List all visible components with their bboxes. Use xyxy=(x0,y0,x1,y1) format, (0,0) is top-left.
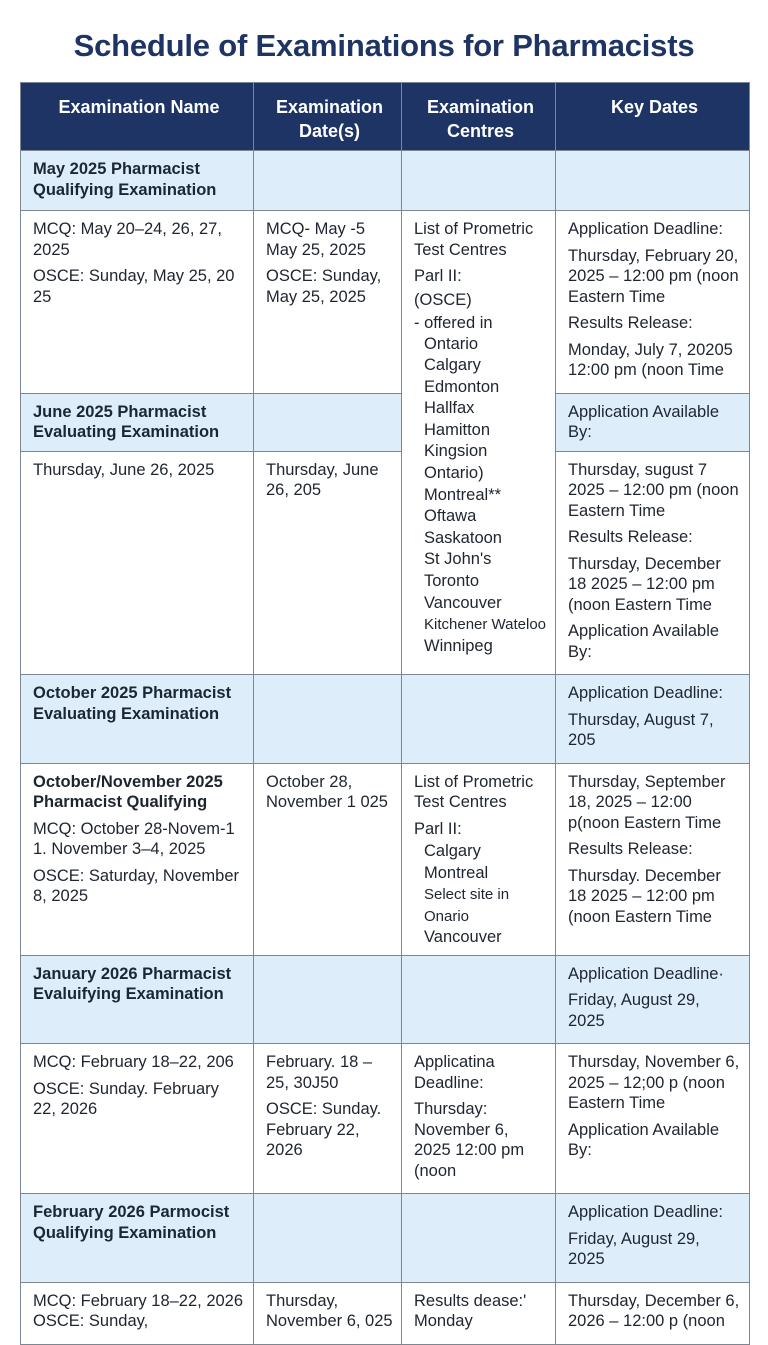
exam-name-cell xyxy=(21,763,254,955)
centre-list xyxy=(414,334,547,658)
key-dates-cell xyxy=(556,1044,750,1194)
table-row xyxy=(21,763,750,955)
centres-cell xyxy=(402,763,556,955)
key-dates-cell xyxy=(556,451,750,675)
key-dates-cell: Thursday, December 6, 2026 – 12:00 p (noon xyxy=(556,1282,750,1344)
key-label: Application Available By: xyxy=(568,622,720,661)
key-label: Application Deadline: xyxy=(568,684,724,702)
exam-name-cell xyxy=(21,211,254,394)
dates-cell: October 28, November 1 025 xyxy=(254,763,402,955)
list-item: Calgary xyxy=(424,842,481,860)
centres-cell xyxy=(402,955,556,1044)
key-value: Thursday, sugust 7 2025 – 12:00 pm (noon Eastern Time xyxy=(568,460,739,520)
osce-text: OSCE: Sunday. February 22, 2026 xyxy=(33,1079,219,1119)
exam-name-cell: May 2025 Pharmacist Qualifying Examination xyxy=(21,151,254,211)
list-item: Hallfax xyxy=(424,399,475,418)
centres-cell xyxy=(402,151,556,211)
table-row xyxy=(21,1044,750,1194)
key-value: Thursday: November 6, 2025 12:00 pm (noon xyxy=(414,1100,525,1180)
list-item: Vancouver xyxy=(424,928,502,947)
table-row xyxy=(21,151,750,211)
table-row xyxy=(21,675,750,764)
table-row xyxy=(21,211,750,394)
centres-cell xyxy=(402,1282,556,1344)
col-header-examination-centres: Examination Centres xyxy=(402,83,556,151)
key-label: Results Release: xyxy=(568,840,693,858)
key-value: Friday, August 29, 2025 xyxy=(568,991,700,1030)
key-value: Thursday, November 6, 2025 – 12;00 p (noon Eastern Time xyxy=(568,1053,740,1113)
offered-in-label: - offered in xyxy=(414,314,493,332)
col-header-examination-name: Examination Name xyxy=(21,83,254,151)
exam-name-cell xyxy=(21,1044,254,1194)
exam-subtitle: October/November 2025 Pharmacist Qualifying xyxy=(33,772,223,811)
mcq-text: MCQ: October 28-Novem-1 1. November 3–4, 2025 xyxy=(33,819,235,858)
dates-cell xyxy=(254,211,402,394)
list-item: Montreal xyxy=(424,863,489,882)
key-dates-cell xyxy=(556,955,750,1044)
centres-cell xyxy=(402,211,556,675)
key-label: Application Available By: xyxy=(568,1120,720,1160)
centres-cell xyxy=(402,675,556,764)
mcq-text: MCQ: May 20–24, 26, 27, 2025 xyxy=(33,220,222,259)
list-item: Calgary xyxy=(424,356,481,375)
key-value: Monday xyxy=(414,1312,473,1331)
col-header-key-dates: Key Dates xyxy=(556,83,750,151)
dates-cell: Thursday, June 26, 205 xyxy=(254,451,402,675)
list-item: Toronto xyxy=(424,572,480,591)
exam-name-cell: February 2026 Parmocist Qualifying Examination xyxy=(21,1194,254,1283)
exam-name-cell: January 2026 Pharmacist Evaluifying Examination xyxy=(21,955,254,1044)
key-label: Applicatina Deadline: xyxy=(414,1053,495,1092)
list-item: Vancouver xyxy=(424,593,502,612)
key-value: Monday, July 7, 20205 12:00 pm (noon Time xyxy=(568,340,733,379)
key-label: Results dease:' xyxy=(414,1291,527,1310)
list-item: Edmonton xyxy=(424,377,500,396)
schedule-table xyxy=(20,82,750,1345)
key-dates-cell xyxy=(556,151,750,211)
osce-text: OSCE: Sunday, xyxy=(33,1312,149,1331)
dates-cell xyxy=(254,1044,402,1194)
key-label: Application Deadline: xyxy=(568,220,724,238)
exam-name-cell: October 2025 Pharmacist Evaluating Examination xyxy=(21,675,254,764)
key-value: Thursday, September 18, 2025 – 12:00 p(noon Eastern Time xyxy=(568,772,726,832)
mcq-text: MCQ: February 18–22, 206 xyxy=(33,1053,234,1072)
table-row xyxy=(21,1194,750,1283)
key-dates-cell xyxy=(556,1194,750,1283)
key-value: Thursday. December 18 2025 – 12:00 pm (noon Eastern Time xyxy=(568,866,721,926)
list-item: Kitchener Wateloo xyxy=(424,616,547,634)
exam-name-cell: June 2025 Pharmacist Evaluating Examination xyxy=(21,393,254,451)
key-value: Thursday, December 18 2025 – 12:00 pm (noon Eastern Time xyxy=(568,554,721,614)
part-label: Parl II: xyxy=(414,819,462,838)
table-row xyxy=(21,955,750,1044)
list-item: Kingsion Ontario) xyxy=(424,442,488,483)
list-item: Select site in Onario xyxy=(424,886,510,925)
osce-text: OSCE: Sunday, May 25, 20 25 xyxy=(33,267,235,306)
mcq-date: February. 18 – 25, 30J50 xyxy=(266,1053,373,1092)
header-row xyxy=(21,83,750,151)
prometric-link[interactable]: List of Prometric Test Centres xyxy=(414,220,534,259)
dates-cell: Thursday, November 6, 025 xyxy=(254,1282,402,1344)
list-item: Saskatoon xyxy=(424,528,502,547)
key-label: Results Release: xyxy=(568,528,693,546)
key-dates-cell: Application Available By: xyxy=(556,393,750,451)
table-row xyxy=(21,393,750,451)
dates-cell xyxy=(254,1194,402,1283)
osce-text: OSCE: Saturday, November 8, 2025 xyxy=(33,866,240,905)
key-value: Friday, August 29, 2025 xyxy=(568,1229,700,1269)
col-header-examination-dates: Examination Date(s) xyxy=(254,83,402,151)
mcq-date: MCQ- May -5 May 25, 2025 xyxy=(266,220,366,259)
table-row xyxy=(21,1282,750,1344)
key-value: Thursday, August 7, 205 xyxy=(568,710,714,749)
centres-cell xyxy=(402,1044,556,1194)
osce-date: OSCE: Sunday, May 25, 2025 xyxy=(266,267,382,306)
list-item: Hamitton xyxy=(424,420,491,439)
prometric-link[interactable]: List of Prometric Test Centres xyxy=(414,772,534,811)
exam-name-cell: Thursday, June 26, 2025 xyxy=(21,451,254,675)
list-item: Oftawa xyxy=(424,507,477,526)
key-label: Application Deadline: xyxy=(568,1203,724,1222)
list-item: Winnipeg xyxy=(424,636,493,655)
list-item: Montreal** xyxy=(424,485,502,504)
key-dates-cell xyxy=(556,763,750,955)
key-dates-cell xyxy=(556,211,750,394)
key-value: Thursday, February 20, 2025 – 12:00 pm (noon Eastern Time xyxy=(568,246,739,306)
list-item: St John's xyxy=(424,550,492,569)
exam-name-cell xyxy=(21,1282,254,1344)
key-dates-cell xyxy=(556,675,750,764)
page-title: Schedule of Examinations for Pharmacists xyxy=(73,28,695,63)
dates-cell xyxy=(254,675,402,764)
key-label: Application Deadline· xyxy=(568,964,724,983)
part-label: Parl II: xyxy=(414,267,462,285)
osce-date: OSCE: Sunday. February 22, 2026 xyxy=(266,1100,382,1160)
centres-cell xyxy=(402,1194,556,1283)
mcq-text: MCQ: February 18–22, 2026 xyxy=(33,1291,244,1310)
dates-cell xyxy=(254,151,402,211)
list-item: Ontario xyxy=(424,334,479,353)
key-label: Results Release: xyxy=(568,314,693,332)
dates-cell xyxy=(254,955,402,1044)
table-row xyxy=(21,451,750,675)
dates-cell xyxy=(254,393,402,451)
centre-list xyxy=(414,841,547,949)
osce-label: (OSCE) xyxy=(414,290,472,309)
